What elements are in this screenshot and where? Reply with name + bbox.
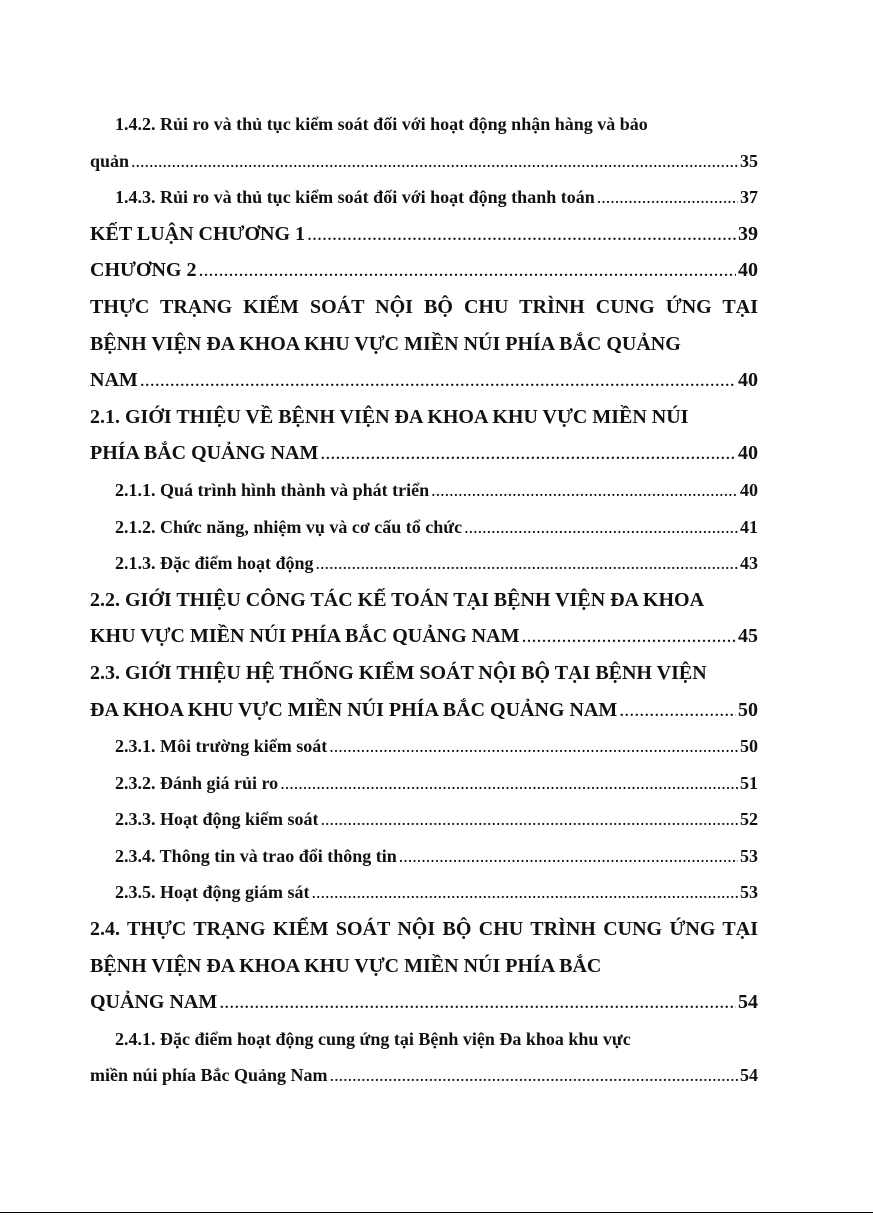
toc-page-number: 43 (740, 553, 758, 574)
toc-entry-text: 2.1. GIỚI THIỆU VỀ BỆNH VIỆN ĐA KHOA KHU VỰC MIỀN NÚI (90, 405, 689, 428)
toc-entry-text: CHƯƠNG 2 (90, 259, 197, 282)
toc-entry[interactable] (90, 874, 758, 911)
toc-entry-text: 2.3.1. Môi trường kiểm soát (115, 736, 328, 757)
toc-entry-text: 2.1.2. Chức năng, nhiệm vụ và cơ cấu tổ chức (115, 516, 463, 537)
toc-entry[interactable] (90, 1021, 758, 1094)
toc-entry-text-end: KHU VỰC MIỀN NÚI PHÍA BẮC QUẢNG NAM (90, 625, 520, 648)
toc-entry-line (90, 252, 758, 289)
toc-entry-text: 2.3.3. Hoạt động kiểm soát (115, 809, 319, 830)
toc-page-number: 37 (740, 187, 758, 208)
dot-leader (198, 252, 736, 289)
page-bottom-edge (0, 1212, 873, 1213)
toc-page-number: 40 (738, 369, 758, 392)
toc-page-number: 53 (740, 845, 758, 866)
toc-entry-line (90, 472, 758, 509)
toc-page-number: 40 (738, 442, 758, 465)
toc-entry-text-end: NAM (90, 369, 138, 392)
toc-entry-line (90, 143, 758, 180)
toc-page-number: 51 (740, 772, 758, 793)
toc-entry-text: THỰC TRẠNG KIỂM SOÁT NỘI BỘ CHU TRÌNH CUNG ỨNG TẠI BỆNH VIỆN ĐA KHOA KHU VỰC MIỀN NÚI PHÍA BẮC QUẢNG (90, 295, 758, 355)
toc-entry-text-end: miền núi phía Bắc Quảng Nam (90, 1065, 328, 1086)
toc-page-number: 45 (738, 625, 758, 648)
toc-entry-text: 2.3. GIỚI THIỆU HỆ THỐNG KIỂM SOÁT NỘI BỘ TẠI BỆNH VIỆN (90, 661, 707, 684)
dot-leader (521, 618, 736, 655)
toc-entry-text-end: PHÍA BẮC QUẢNG NAM (90, 442, 319, 465)
toc-page-number: 54 (740, 1065, 758, 1086)
toc-entry-text: 2.1.1. Quá trình hình thành và phát triển (115, 479, 430, 500)
toc-entry-text: 1.4.3. Rủi ro và thủ tục kiểm soát đối với hoạt động thanh toán (115, 187, 595, 208)
dot-leader (316, 545, 738, 582)
toc-entry[interactable] (90, 728, 758, 765)
toc-entry-line (90, 509, 758, 546)
dot-leader (321, 801, 738, 838)
toc-entry-line (90, 874, 758, 911)
toc-entry-line (90, 545, 758, 582)
toc-entry[interactable] (90, 838, 758, 875)
toc-entry-text: 2.4.1. Đặc điểm hoạt động cung ứng tại Bệnh viện Đa khoa khu vực (115, 1028, 631, 1049)
dot-leader (280, 765, 738, 802)
dot-leader (320, 435, 736, 472)
toc-page-number: 52 (740, 809, 758, 830)
toc-entry-line (90, 435, 758, 472)
toc-entry[interactable] (90, 399, 758, 472)
toc-entry[interactable] (90, 106, 758, 179)
toc-entry-line (90, 692, 758, 729)
table-of-contents (90, 106, 758, 1094)
dot-leader (597, 179, 738, 216)
toc-entry-line (90, 179, 758, 216)
toc-entry-line (90, 362, 758, 399)
toc-entry[interactable] (90, 509, 758, 546)
toc-page-number: 40 (740, 479, 758, 500)
toc-entry[interactable] (90, 289, 758, 399)
toc-entry-line (90, 618, 758, 655)
toc-entry[interactable] (90, 765, 758, 802)
dot-leader (464, 509, 738, 546)
toc-entry-text: 2.2. GIỚI THIỆU CÔNG TÁC KẾ TOÁN TẠI BỆNH VIỆN ĐA KHOA (90, 588, 705, 611)
dot-leader (619, 692, 736, 729)
toc-entry-text: 2.3.4. Thông tin và trao đổi thông tin (115, 845, 397, 866)
toc-entry-text-end: ĐA KHOA KHU VỰC MIỀN NÚI PHÍA BẮC QUẢNG NAM (90, 698, 618, 721)
toc-page-number: 39 (738, 222, 758, 245)
dot-leader (312, 874, 738, 911)
toc-entry[interactable] (90, 252, 758, 289)
toc-entry-line (90, 801, 758, 838)
toc-entry-text-end: quản (90, 150, 130, 171)
dot-leader (140, 362, 736, 399)
toc-entry-text: 1.4.2. Rủi ro và thủ tục kiểm soát đối với hoạt động nhận hàng và bảo (115, 114, 648, 134)
toc-entry[interactable] (90, 179, 758, 216)
toc-entry[interactable] (90, 911, 758, 1021)
toc-page-number: 50 (740, 736, 758, 757)
toc-page-number: 54 (738, 991, 758, 1014)
toc-entry-text: KẾT LUẬN CHƯƠNG 1 (90, 222, 306, 245)
toc-entry-line (90, 765, 758, 802)
toc-entry[interactable] (90, 655, 758, 728)
dot-leader (399, 838, 738, 875)
toc-page-number: 53 (740, 882, 758, 903)
toc-entry-text: 2.3.5. Hoạt động giám sát (115, 882, 310, 903)
dot-leader (131, 143, 738, 180)
dot-leader (330, 1057, 738, 1094)
toc-page-number: 50 (738, 698, 758, 721)
toc-entry[interactable] (90, 216, 758, 253)
toc-entry-line (90, 984, 758, 1021)
dot-leader (431, 472, 738, 509)
toc-entry-line (90, 728, 758, 765)
toc-entry-text: 2.4. THỰC TRẠNG KIỂM SOÁT NỘI BỘ CHU TRÌNH CUNG ỨNG TẠI BỆNH VIỆN ĐA KHOA KHU VỰC MIỀN NÚI PHÍA BẮC (90, 918, 758, 977)
toc-entry-line (90, 216, 758, 253)
dot-leader (329, 728, 738, 765)
toc-entry[interactable] (90, 472, 758, 509)
toc-entry-text: 2.3.2. Đánh giá rủi ro (115, 772, 279, 793)
dot-leader (219, 984, 736, 1021)
toc-entry-line (90, 838, 758, 875)
toc-entry[interactable] (90, 545, 758, 582)
toc-entry-text: 2.1.3. Đặc điểm hoạt động (115, 553, 314, 574)
toc-entry-text-end: QUẢNG NAM (90, 991, 218, 1014)
toc-entry[interactable] (90, 801, 758, 838)
toc-page-number: 41 (740, 516, 758, 537)
toc-page-number: 40 (738, 259, 758, 282)
toc-entry-line (90, 1057, 758, 1094)
dot-leader (307, 216, 736, 253)
toc-page-number: 35 (740, 150, 758, 171)
toc-entry[interactable] (90, 582, 758, 655)
